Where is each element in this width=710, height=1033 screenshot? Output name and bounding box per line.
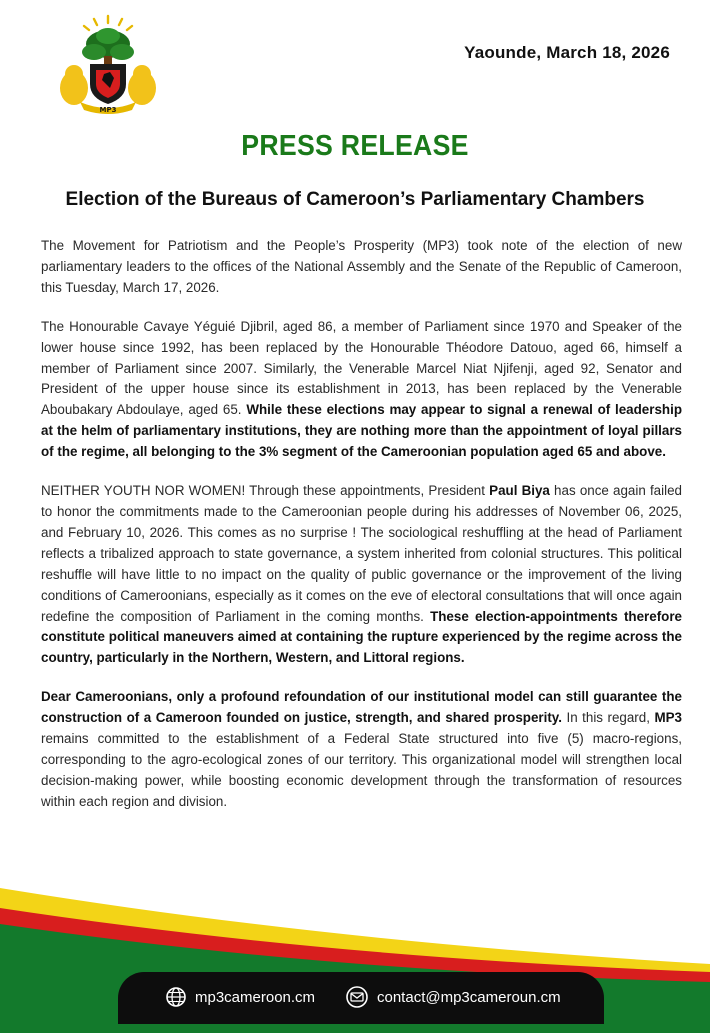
paragraph-3-bold: These election-appointments therefore constitute political maneuvers aimed at containing the rupture experienced by the regime across the country, particularly in the Northern, Western, and Littoral regions.	[41, 608, 683, 666]
email-text: contact@mp3cameroun.cm	[377, 988, 561, 1006]
mail-icon	[345, 986, 369, 1008]
mp3-logo	[52, 14, 164, 114]
paragraph-3-lead: NEITHER YOUTH NOR WOMEN!	[41, 483, 246, 499]
website-text: mp3cameroon.cm	[195, 988, 316, 1006]
paragraph-4-text-1: In this regard,	[561, 710, 655, 726]
paragraph-3-name: Paul Biya	[489, 483, 550, 499]
release-body	[41, 236, 682, 831]
paragraph-4	[41, 687, 682, 812]
logo-text: MP3	[99, 106, 117, 114]
paragraph-2-text: The Honourable Cavaye Yéguié Djibril, aged 86, a member of Parliament since 1970 and Speaker of the lower house since 1992, has been replaced by the Honourable Théodore Datouo, aged 66, himself a member of Parliament since 2007. Similarly, the Venerable Marcel Niat Njifenji, aged 92, Senator and President of the upper house since its establishment in 2013, has been replaced by the Venerable Aboubakary Abdoulaye, aged 65.	[41, 318, 682, 418]
paragraph-1: The Movement for Patriotism and the People’s Prosperity (MP3) took note of the election of new parliamentary leaders to the offices of the National Assembly and the Senate of the Republic of Cameroon, this Tuesday, March 17, 2026.	[41, 238, 682, 295]
paragraph-2-bold: While these elections may appear to signal a renewal of leadership at the helm of parliamentary institutions, they are nothing more than the appointment of loyal pillars of the regime, all belonging to the 3% segment of the Cameroonian population aged 65 and above.	[41, 402, 682, 460]
paragraph-4-mp3: MP3	[654, 710, 682, 726]
paragraph-4-bold: Dear Cameroonians, only a profound refoundation of our institutional model can still guarantee the construction of a Cameroon founded on justice, strength, and shared prosperity.	[41, 689, 682, 726]
paragraph-3	[41, 481, 682, 669]
paragraph-3-text-1: Through these appointments, President	[245, 483, 490, 499]
paragraph-3-text-2: has once again failed to honor the commitments made to the Cameroonian people during his addresses of November 06, 2025, and February 10, 2026. This comes as no surprise ! The sociological reshuffling at the head of Parliament reflects a tribalized approach to state governance, a system inherited from colonial structures. This political reshuffle will have little to no impact on the quality of public governance or the improvement of the living conditions of Cameroonians, especially as it comes on the eve of electoral consultations that will once again redefine the composition of Parliament in the coming months.	[41, 483, 682, 624]
footer-email[interactable]	[345, 986, 561, 1008]
page-subtitle: Election of the Bureaus of Cameroon’s Parliamentary Chambers	[65, 189, 645, 210]
page-title: PRESS RELEASE	[241, 130, 469, 162]
globe-icon	[165, 986, 187, 1008]
release-date: Yaounde, March 18, 2026	[464, 43, 670, 62]
paragraph-4-text-2: remains committed to the establishment of a Federal State structured into five (5) macro-regions, corresponding to the agro-ecological zones of our territory. This organizational model will strengthen local decision-making power, while boosting economic development through the transformation of resources within each region and division.	[41, 731, 682, 809]
paragraph-2	[41, 317, 682, 463]
footer-website[interactable]	[165, 986, 315, 1008]
